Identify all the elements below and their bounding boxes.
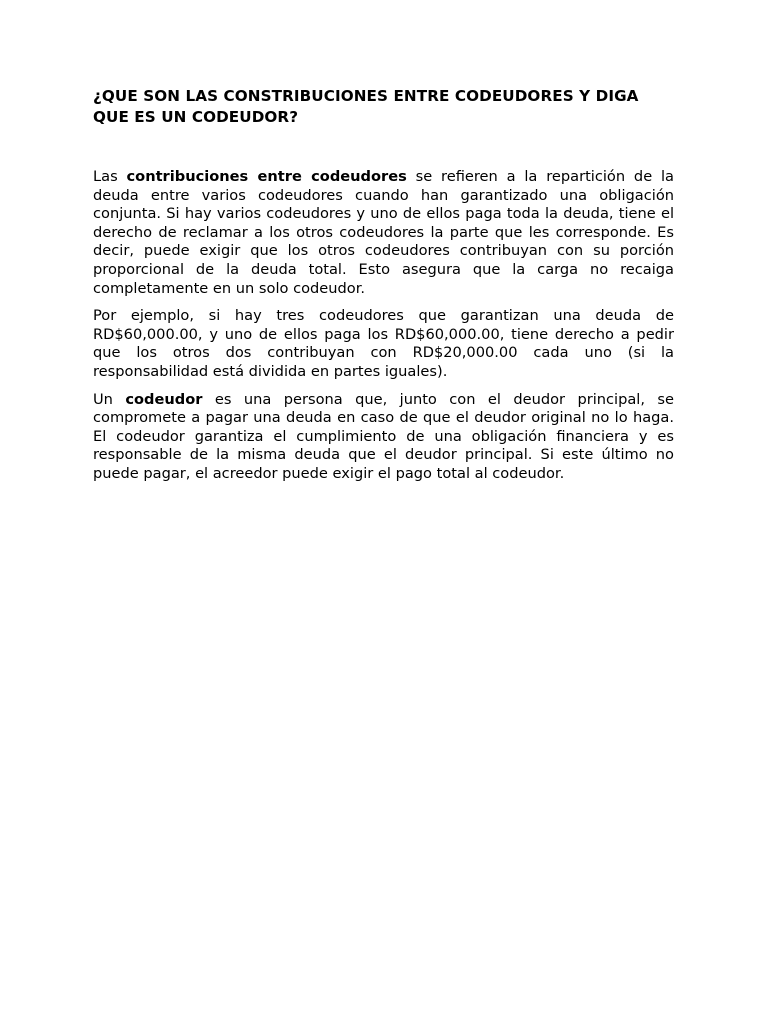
document-title: ¿QUE SON LAS CONSTRIBUCIONES ENTRE CODEUDORES Y DIGA QUE ES UN CODEUDOR?	[93, 87, 639, 126]
paragraph-3-rest: es una persona que, junto con el deudor principal, se compromete a pagar una deuda en caso de que el deudor original no lo haga. El codeudor garantiza el cumplimiento de una obligación financiera y es responsable de la misma deuda que el deudor principal. Si este último no puede pagar, el acreedor puede exigir el pago total al codeudor.	[93, 390, 674, 482]
paragraph-1-rest: se refieren a la repartición de la deuda entre varios codeudores cuando han garantizado una obligación conjunta. Si hay varios codeudores y uno de ellos paga toda la deuda, tiene el derecho de reclamar a los otros codeudores la parte que les corresponde. Es decir, puede exigir que los otros codeudores contribuyan con su porción proporcional de la deuda total. Esto asegura que la carga no recaiga completamente en un solo codeudor.	[93, 168, 674, 297]
paragraph-3-lead: Un	[93, 390, 126, 408]
document-page	[93, 86, 674, 493]
paragraph-3-bold-term: codeudor	[125, 390, 203, 408]
paragraph-1-lead: Las	[93, 168, 127, 185]
paragraph-codeudor	[93, 391, 674, 484]
paragraph-1-bold-term: contribuciones entre codeudores	[126, 168, 407, 185]
paragraph-2-text: Por ejemplo, si hay tres codeudores que garantizan una deuda de RD$60,000.00, y uno de ellos paga los RD$60,000.00, tiene derecho a pedir que los otros dos contribuyan con RD$20,000.00 cada uno (si la responsabilidad está dividida en partes iguales).	[93, 307, 674, 380]
paragraph-ejemplo	[93, 307, 674, 381]
paragraph-contribuciones	[93, 168, 674, 298]
